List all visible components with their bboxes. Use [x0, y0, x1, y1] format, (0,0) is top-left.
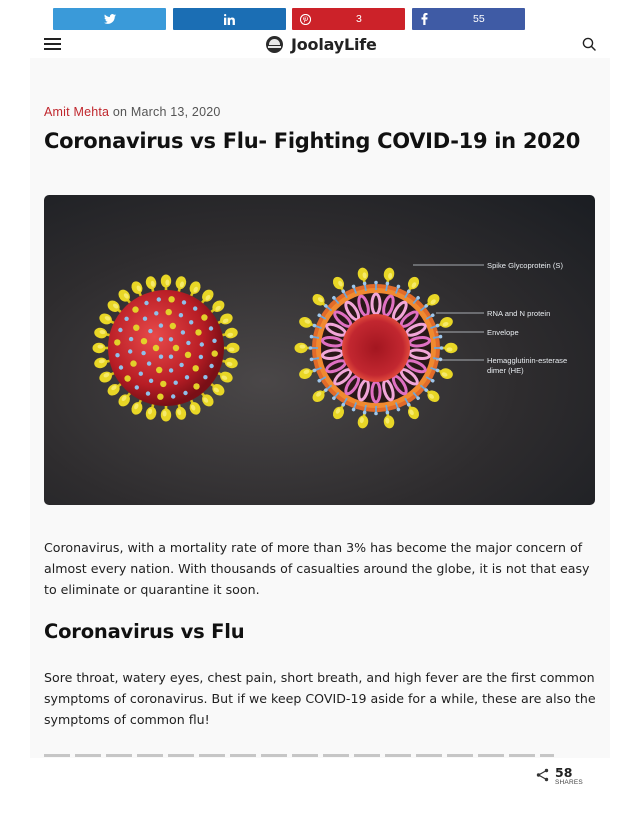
- facebook-share-count: 55: [473, 13, 485, 25]
- twitter-share-button[interactable]: [53, 8, 166, 30]
- virus-illustration: [44, 195, 595, 505]
- twitter-icon: [104, 14, 116, 24]
- facebook-share-button[interactable]: [412, 8, 525, 30]
- pinterest-icon: [300, 14, 311, 25]
- pinterest-share-button[interactable]: [292, 8, 405, 30]
- label-envelope: Envelope: [487, 328, 519, 337]
- share-icon: [536, 768, 549, 782]
- total-share-count: 58: [555, 765, 573, 780]
- linkedin-icon: [224, 14, 235, 25]
- author-link[interactable]: Amit Mehta: [44, 105, 110, 119]
- site-name: JoolayLife: [291, 34, 377, 54]
- post-date: on March 13, 2020: [112, 105, 221, 119]
- paragraph-intro: Coronavirus, with a mortality rate of more than 3% has become the major concern of almost every nation. With thousands of casualties around the globe, it is not that easy to eliminate or quarantine it soon.: [44, 540, 590, 597]
- joolaylife-logo-icon: [266, 36, 283, 53]
- search-icon[interactable]: [582, 37, 596, 51]
- label-he-1: Hemagglutinin-esterase: [487, 356, 568, 365]
- coronavirus-cross-section: [295, 267, 458, 429]
- site-logo[interactable]: [266, 33, 377, 55]
- article-title: Coronavirus vs Flu- Fighting COVID-19 in 2020: [44, 129, 581, 153]
- byline: [44, 105, 221, 119]
- facebook-icon: [421, 13, 428, 25]
- truncated-text-line: [44, 750, 554, 758]
- hero-image: [44, 195, 595, 505]
- section-heading: Coronavirus vs Flu: [44, 620, 245, 643]
- label-spike: Spike Glycoprotein (S): [487, 261, 563, 270]
- shares-label: SHARES: [555, 779, 583, 786]
- hamburger-menu-icon[interactable]: [44, 38, 61, 51]
- total-shares[interactable]: [536, 766, 583, 786]
- linkedin-share-button[interactable]: [173, 8, 286, 30]
- label-he-2: dimer (HE): [487, 366, 524, 375]
- paragraph-symptoms: Sore throat, watery eyes, chest pain, short breath, and high fever are the first common symptoms of coronavirus. But if we keep COVID-19 aside for a while, these are also the symptoms of common flu!: [44, 670, 596, 727]
- coronavirus-3d-model: [93, 275, 240, 422]
- pinterest-share-count: 3: [356, 13, 362, 25]
- label-rna: RNA and N protein: [487, 309, 551, 318]
